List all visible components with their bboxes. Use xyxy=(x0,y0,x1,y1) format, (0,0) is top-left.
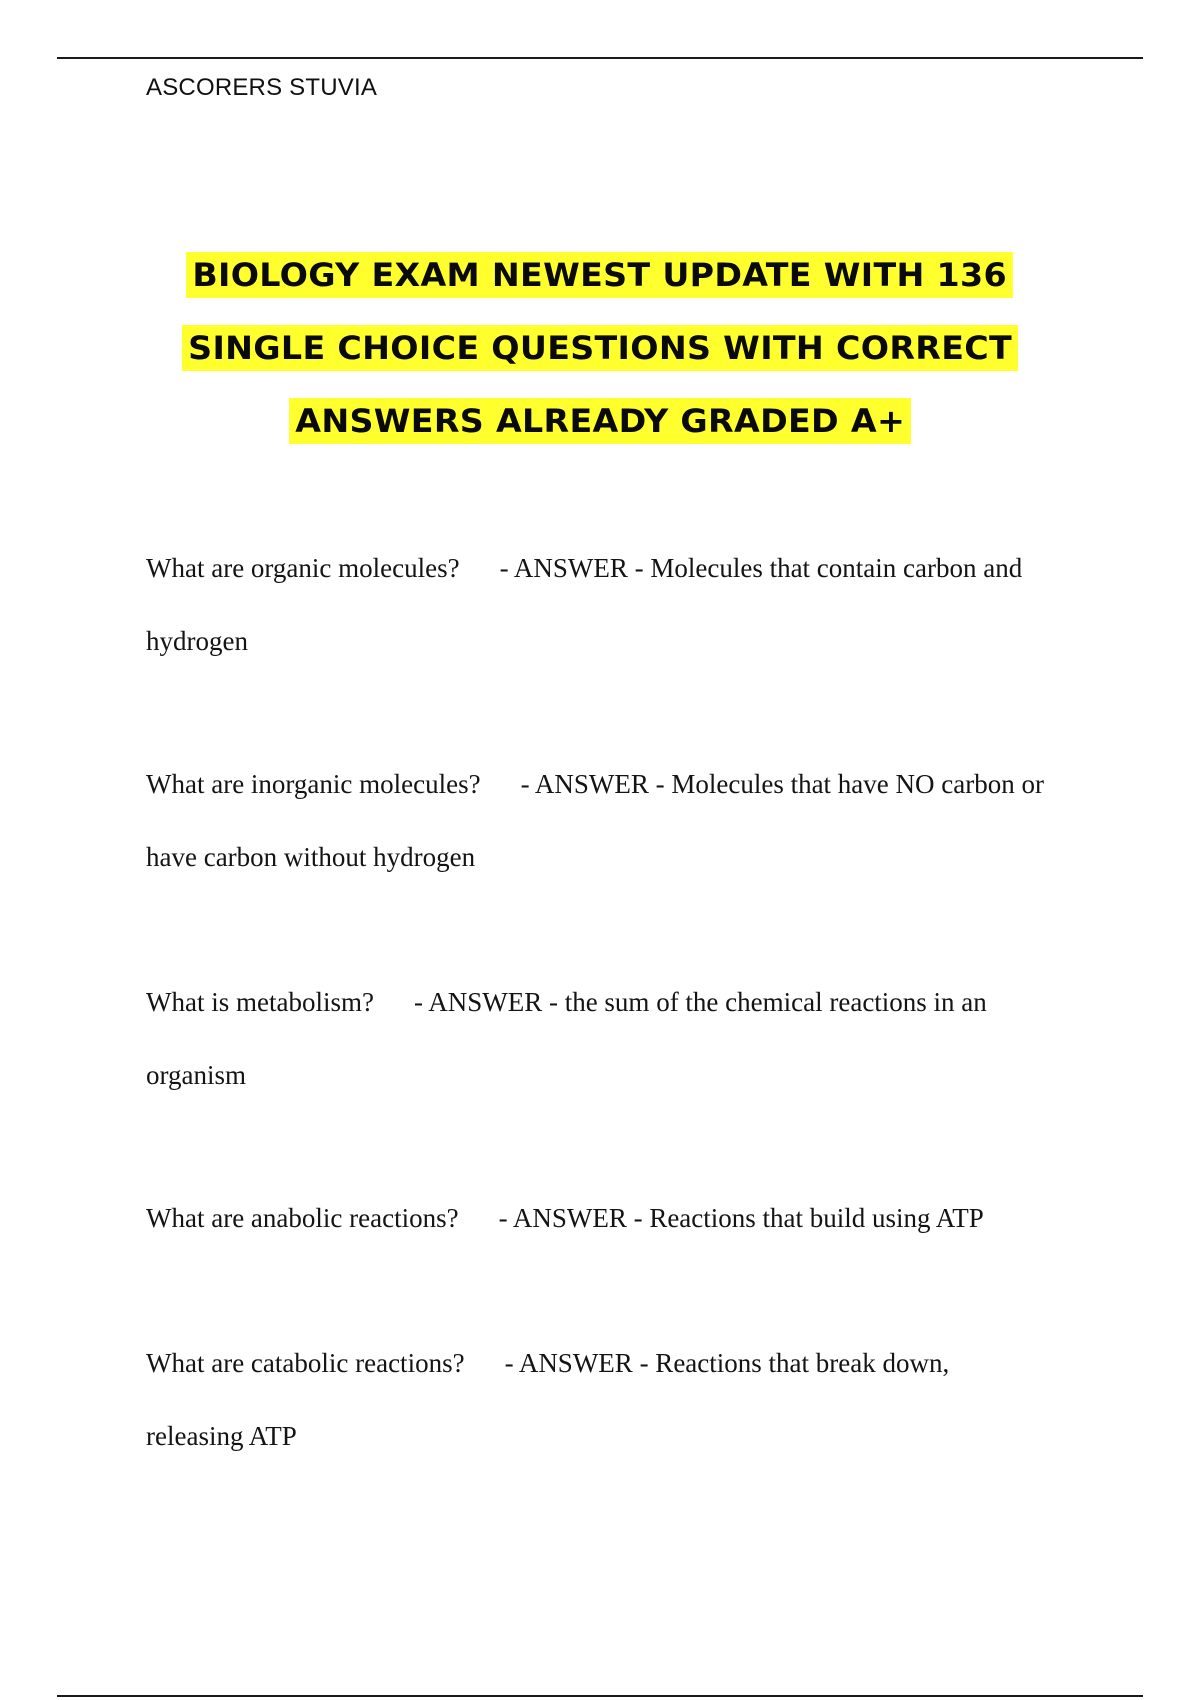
qa-item xyxy=(146,748,1046,894)
answer-text: - ANSWER - Reactions that break down, releasing ATP xyxy=(146,1348,950,1451)
answer-text: - ANSWER - Molecules that contain carbon and hydrogen xyxy=(146,553,1023,656)
question-text: What are inorganic molecules? xyxy=(146,769,481,799)
answer-text: - ANSWER - the sum of the chemical reactions in an organism xyxy=(146,987,987,1090)
qa-item xyxy=(146,966,1046,1112)
answer-text: - ANSWER - Reactions that build using ATP xyxy=(498,1203,984,1233)
title-line-text: ANSWERS ALREADY GRADED A+ xyxy=(289,398,911,444)
question-text: What are anabolic reactions? xyxy=(146,1203,459,1233)
qa-item xyxy=(146,532,1046,678)
answer-text: - ANSWER - Molecules that have NO carbon or have carbon without hydrogen xyxy=(146,769,1044,872)
qa-item xyxy=(146,1327,1046,1473)
footer-rule xyxy=(57,1695,1143,1697)
title-line xyxy=(0,398,1200,471)
qa-item xyxy=(146,1182,1046,1255)
question-text: What is metabolism? xyxy=(146,987,374,1017)
header-rule xyxy=(57,57,1143,59)
title-line xyxy=(0,325,1200,398)
question-text: What are organic molecules? xyxy=(146,553,460,583)
header-watermark: ASCORERS STUVIA xyxy=(146,74,378,101)
document-title xyxy=(0,252,1200,471)
title-line xyxy=(0,252,1200,325)
question-text: What are catabolic reactions? xyxy=(146,1348,465,1378)
title-line-text: SINGLE CHOICE QUESTIONS WITH CORRECT xyxy=(182,325,1018,371)
title-line-text: BIOLOGY EXAM NEWEST UPDATE WITH 136 xyxy=(186,252,1013,298)
